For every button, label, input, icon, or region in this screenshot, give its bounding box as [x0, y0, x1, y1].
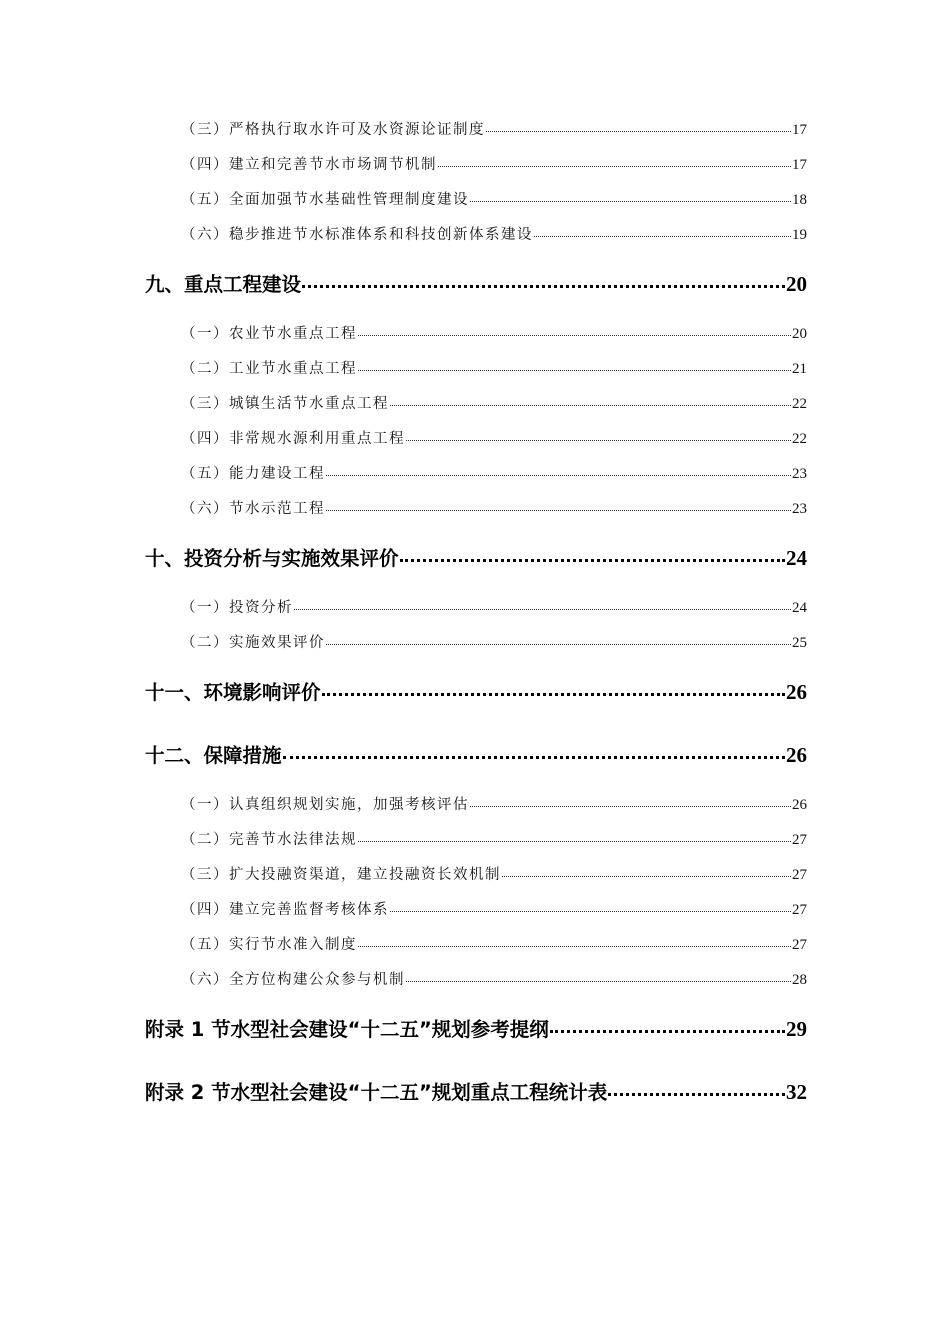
toc-appendix-entry[interactable]	[145, 1077, 807, 1105]
toc-leader-dots	[406, 981, 791, 982]
toc-page-number: 26	[786, 743, 807, 767]
toc-entry[interactable]	[181, 357, 807, 378]
toc-entry[interactable]	[181, 933, 807, 954]
toc-page-number: 27	[792, 902, 807, 918]
toc-entry[interactable]	[181, 223, 807, 244]
toc-entry-label: （六）节水示范工程	[181, 501, 325, 517]
toc-leader-dots	[390, 405, 791, 406]
toc-leader-dots	[534, 236, 791, 237]
toc-leader-dots	[400, 559, 785, 562]
toc-entry[interactable]	[181, 863, 807, 884]
toc-entry-label: （五）实行节水准入制度	[181, 937, 357, 953]
toc-entry[interactable]	[181, 118, 807, 139]
toc-page-number: 18	[792, 192, 807, 208]
toc-leader-dots	[470, 201, 791, 202]
toc-chapter-entry[interactable]	[145, 740, 807, 768]
toc-entry[interactable]	[181, 631, 807, 652]
toc-leader-dots	[326, 475, 791, 476]
toc-leader-dots	[406, 440, 791, 441]
toc-page-number: 22	[792, 431, 807, 447]
toc-chapter-label: 十、投资分析与实施效果评价	[145, 547, 399, 570]
toc-leader-dots	[326, 510, 791, 511]
toc-entry-label: （五）能力建设工程	[181, 466, 325, 482]
toc-page-number: 21	[792, 361, 807, 377]
toc-leader-dots	[486, 131, 791, 132]
toc-page-number: 19	[792, 227, 807, 243]
toc-chapter-entry[interactable]	[145, 543, 807, 571]
toc-entry[interactable]	[181, 462, 807, 483]
toc-leader-dots	[322, 693, 785, 696]
toc-entry-label: （一）农业节水重点工程	[181, 326, 357, 342]
toc-page-number: 17	[792, 122, 807, 138]
toc-chapter-entry[interactable]	[145, 677, 807, 705]
toc-entry[interactable]	[181, 322, 807, 343]
toc-page-number: 28	[792, 972, 807, 988]
toc-page-number: 20	[786, 272, 807, 296]
toc-entry[interactable]	[181, 596, 807, 617]
toc-page-number: 22	[792, 396, 807, 412]
toc-page-number: 26	[786, 680, 807, 704]
toc-page-number: 27	[792, 937, 807, 953]
toc-leader-dots	[358, 946, 791, 947]
toc-leader-dots	[326, 644, 791, 645]
toc-leader-dots	[283, 756, 785, 759]
toc-chapter-entry[interactable]	[145, 269, 807, 297]
toc-entry-label: （二）工业节水重点工程	[181, 361, 357, 377]
toc-page-number: 23	[792, 466, 807, 482]
toc-leader-dots	[390, 911, 791, 912]
toc-entry[interactable]	[181, 898, 807, 919]
toc-entry-label: （四）非常规水源利用重点工程	[181, 431, 405, 447]
toc-entry[interactable]	[181, 497, 807, 518]
toc-entry-label: （六）稳步推进节水标准体系和科技创新体系建设	[181, 227, 533, 243]
toc-entry-label: （一）认真组织规划实施，加强考核评估	[181, 797, 469, 813]
toc-entry-label: （一）投资分析	[181, 600, 293, 616]
toc-entry[interactable]	[181, 968, 807, 989]
toc-entry[interactable]	[181, 828, 807, 849]
toc-page-number: 25	[792, 635, 807, 651]
toc-appendix-label: 附录 1 节水型社会建设“十二五”规划参考提纲	[145, 1018, 549, 1041]
toc-entry-label: （三）严格执行取水许可及水资源论证制度	[181, 122, 485, 138]
toc-entry-label: （六）全方位构建公众参与机制	[181, 972, 405, 988]
toc-page-number: 27	[792, 832, 807, 848]
toc-entry-label: （三）城镇生活节水重点工程	[181, 396, 389, 412]
toc-entry-label: （四）建立和完善节水市场调节机制	[181, 157, 437, 173]
toc-appendix-entry[interactable]	[145, 1014, 807, 1042]
toc-page-number: 32	[786, 1080, 807, 1104]
toc-leader-dots	[358, 841, 791, 842]
toc-leader-dots	[358, 370, 791, 371]
toc-leader-dots	[470, 806, 791, 807]
toc-leader-dots	[438, 166, 791, 167]
toc-page-number: 24	[792, 600, 807, 616]
toc-entry[interactable]	[181, 793, 807, 814]
toc-entry-label: （五）全面加强节水基础性管理制度建设	[181, 192, 469, 208]
toc-chapter-label: 九、重点工程建设	[145, 273, 302, 296]
toc-entry[interactable]	[181, 427, 807, 448]
toc-entry-label: （二）完善节水法律法规	[181, 832, 357, 848]
toc-chapter-label: 十二、保障措施	[145, 744, 282, 767]
toc-leader-dots	[302, 285, 785, 288]
toc-entry[interactable]	[181, 153, 807, 174]
toc-leader-dots	[358, 335, 791, 336]
toc-page-number: 17	[792, 157, 807, 173]
toc-leader-dots	[502, 876, 791, 877]
toc-page-number: 24	[786, 546, 807, 570]
toc-page-number: 27	[792, 867, 807, 883]
toc-leader-dots	[294, 609, 791, 610]
toc-chapter-label: 十一、环境影响评价	[145, 681, 321, 704]
toc-appendix-label: 附录 2 节水型社会建设“十二五”规划重点工程统计表	[145, 1081, 608, 1104]
toc-entry[interactable]	[181, 392, 807, 413]
toc-entry-label: （四）建立完善监督考核体系	[181, 902, 389, 918]
toc-page-number: 23	[792, 501, 807, 517]
toc-page-number: 20	[792, 326, 807, 342]
toc-entry[interactable]	[181, 188, 807, 209]
toc-page-number: 29	[786, 1017, 807, 1041]
toc-entry-label: （二）实施效果评价	[181, 635, 325, 651]
toc-leader-dots	[550, 1030, 785, 1033]
toc-leader-dots	[608, 1093, 785, 1096]
toc-page-number: 26	[792, 797, 807, 813]
toc-entry-label: （三）扩大投融资渠道，建立投融资长效机制	[181, 867, 501, 883]
